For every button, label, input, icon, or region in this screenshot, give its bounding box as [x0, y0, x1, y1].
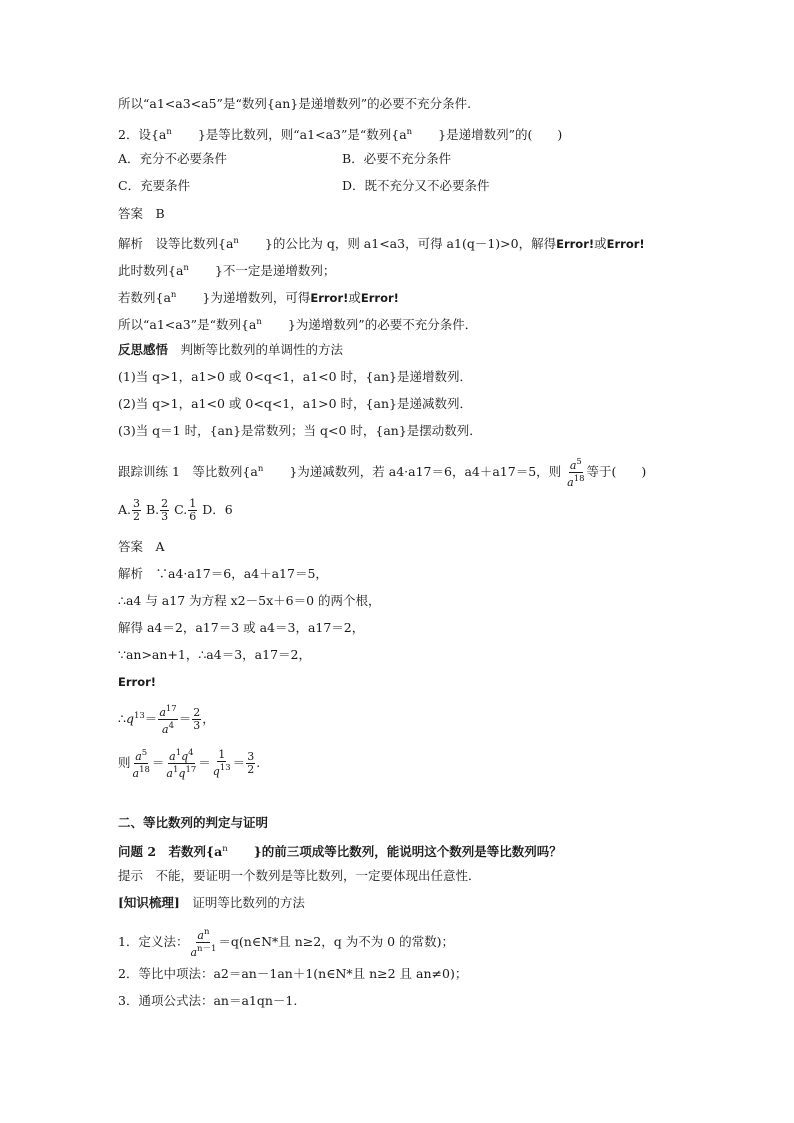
- text: 所以“a1<a3<a5”是“数列{an}是递增数列”的必要不充分条件.: [118, 96, 472, 111]
- text: 解析 ∵a4·a17＝6，a4＋a17＝5，: [118, 566, 328, 581]
- text: 二、等比数列的判定与证明: [118, 815, 269, 830]
- fraction-2-3: $\frac{2}{3}$: [161, 497, 169, 523]
- solution-2-line-5: [118, 673, 724, 691]
- solution-2-line-6: $\therefore q^{13}=$ $\frac{a^{17}}{a^4}$ ＝ $\frac{2}{3}$ ，: [118, 704, 215, 736]
- fraction-a5-a18: $\frac{a^5}{a^{18}}$: [132, 748, 150, 780]
- question-2-problem: 问题 2 若数列{$a^n$ }的前三项成等比数列，能说明这个数列是等比数列吗？: [118, 844, 562, 859]
- error-field: Error!: [360, 291, 399, 305]
- text: 解析 设等比数列{a: [118, 236, 234, 251]
- error-field: Error!: [606, 237, 645, 251]
- solution-1: 解析 设等比数列{$a^n$ }的公比为 q，则 a1<a3，可得 a1(q－1)>0，解得Error!或Error!: [118, 236, 645, 251]
- fraction-2-3b: $\frac{2}{3}$: [193, 706, 201, 732]
- knowledge-tag: [知识梳理]: [118, 895, 180, 910]
- text: 此时数列{a: [118, 263, 184, 278]
- fraction-3-2: $\frac{3}{2}$: [133, 497, 141, 523]
- text: }的公比为 q，则 a1<a3，可得 a1(q－1)>0，解得: [264, 236, 557, 251]
- text: 所以“a1<a3”是“数列{a: [118, 317, 257, 332]
- fraction-an-an-1: $\frac{a^n}{a^{n-1}}$: [190, 927, 217, 959]
- option-d: D．既不充分又不必要条件: [342, 178, 490, 193]
- fraction-3-2b: $\frac{3}{2}$: [247, 750, 255, 776]
- tracking-exercise-1: 跟踪训练 1 等比数列{$a^n$ }为递减数列，若 a4·a17＝6，a4＋a17＝5，则 $\frac{a^5}{a^{18}}$ 等于( ): [118, 457, 647, 489]
- text: 或: [348, 290, 361, 305]
- text: ＝q(n∈N*且 n≥2，q 为不为 0 的常数)；: [218, 934, 454, 949]
- text: 2．设{a: [118, 127, 167, 142]
- monotonic-rule-2: [118, 395, 724, 413]
- text: (2)当 q>1，a1<0 或 0<q<1，a1>0 时，{an}是递减数列．: [118, 396, 472, 411]
- text: 证明等比数列的方法: [192, 895, 305, 910]
- fraction-a1q4: $\frac{a^1q^4}{a^1q^{17}}$: [166, 748, 197, 780]
- tracking-options: A. $\frac{3}{2}$ B. $\frac{2}{3}$ C. $\frac{1}{6}$ D．6: [118, 497, 233, 523]
- reflection-heading: [118, 341, 724, 359]
- text: (3)当 q＝1 时，{an}是常数列；当 q<0 时，{an}是摆动数列．: [118, 423, 482, 438]
- text: 判断等比数列的单调性的方法: [180, 342, 344, 357]
- solution-1-line-4: 所以“a1<a3”是“数列{$a^n$ }为递增数列”的必要不充分条件．: [118, 317, 478, 332]
- fraction-a5-over-a18: $\frac{a^5}{a^{18}}$: [567, 457, 585, 489]
- answer-1: [118, 205, 724, 223]
- text: 2．等比中项法：a2＝an－1an＋1(n∈N*且 n≥2 且 an≠0)；: [118, 966, 468, 981]
- text: ∵an>an+1，∴a4＝3，a17＝2，: [118, 647, 311, 662]
- solution-2-line-1: [118, 565, 724, 583]
- text: 或: [594, 236, 607, 251]
- text: }不一定是递增数列；: [214, 263, 336, 278]
- solution-2-line-3: [118, 619, 724, 637]
- text: 答案 A: [118, 539, 165, 554]
- method-1: [118, 926, 724, 959]
- fraction-1-6: $\frac{1}{6}$: [189, 497, 197, 523]
- text: 解得 a4＝2，a17＝3 或 a4＝3，a17＝2，: [118, 620, 365, 635]
- error-field: Error!: [310, 291, 349, 305]
- method-3: [118, 992, 724, 1010]
- text: }是等比数列，则“a1<a3”是“数列{a: [197, 127, 407, 142]
- monotonic-rule-1: [118, 368, 724, 386]
- text: (1)当 q>1，a1>0 或 0<q<1，a1<0 时，{an}是递增数列．: [118, 369, 472, 384]
- text: }为递增数列，可得: [202, 290, 311, 305]
- monotonic-rule-3: [118, 422, 724, 440]
- text: }为递增数列”的必要不充分条件．: [287, 317, 478, 332]
- solution-2-line-2: [118, 592, 724, 610]
- text: 提示 不能，要证明一个数列是等比数列，一定要体现出任意性．: [118, 868, 481, 883]
- text: 问题 2 若数列{a: [118, 844, 223, 859]
- text: 跟踪训练 1 等比数列{a: [118, 464, 258, 479]
- method-2: [118, 965, 724, 983]
- text: }为递减数列，若 a4·a17＝6，a4＋a17＝5，则: [289, 464, 562, 479]
- answer-2: [118, 538, 724, 556]
- conclusion-line-1: [118, 95, 724, 113]
- solution-2-line-7: 则 $\frac{a^5}{a^{18}}$ ＝ $\frac{a^1q^4}{a^1q^{17}}$ ＝ $\frac{1}{q^{13}}$ ＝ $\frac{3}{2}$ .: [118, 748, 261, 780]
- text: }是递增数列”的( ): [438, 127, 563, 142]
- text: 答案 B: [118, 206, 165, 221]
- hint: [118, 867, 724, 885]
- text: 3．通项公式法：an＝a1qn－1.: [118, 993, 298, 1008]
- section-heading-2: [118, 814, 724, 832]
- solution-2-line-4: [118, 646, 724, 664]
- text: 1．定义法：: [118, 934, 189, 949]
- reflection-tag: 反思感悟: [118, 342, 169, 357]
- text: }的前三项成等比数列，能说明这个数列是等比数列吗？: [253, 844, 562, 859]
- fraction-a17-a4: $\frac{a^{17}}{a^4}$: [159, 704, 177, 736]
- knowledge-heading: [118, 894, 724, 912]
- solution-1-line-2: 此时数列{$a^n$ }不一定是递增数列；: [118, 263, 336, 278]
- text: 若数列{a: [118, 290, 171, 305]
- solution-1-line-3: 若数列{$a^n$ }为递增数列，可得Error!或Error!: [118, 290, 399, 305]
- option-c: C．充要条件: [118, 178, 191, 193]
- question-2: 2．设{$a^n$ }是等比数列，则“a1<a3”是“数列{$a^n$ }是递增数列”的( ): [118, 127, 563, 142]
- option-a: A．充分不必要条件: [118, 151, 228, 166]
- error-field: Error!: [556, 237, 595, 251]
- text: 等于( ): [586, 464, 647, 479]
- fraction-1-q13: $\frac{1}{q^{13}}$: [212, 748, 231, 778]
- option-b: B．必要不充分条件: [342, 151, 452, 166]
- error-field: Error!: [118, 675, 157, 689]
- text: ∴a4 与 a17 为方程 x2－5x＋6＝0 的两个根，: [118, 593, 381, 608]
